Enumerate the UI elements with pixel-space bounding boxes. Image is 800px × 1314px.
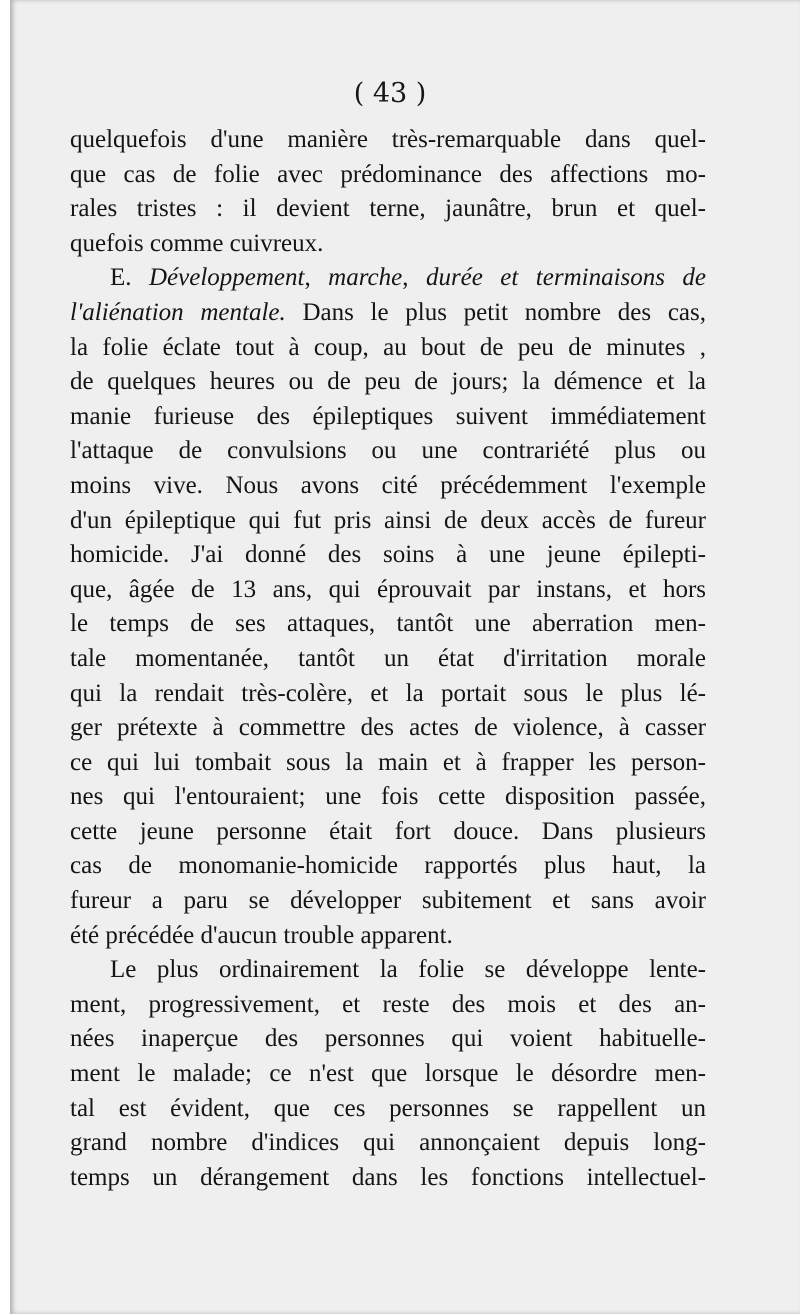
text-segment: d'un épileptique qui fut pris ainsi de deux accès de fureur: [70, 506, 706, 534]
text-segment: manie furieuse des épileptiques suivent immédiatement: [70, 402, 706, 430]
text-line: [70, 1161, 706, 1196]
text-segment: qui la rendait très-colère, et la portait sous le plus lé-: [70, 679, 706, 707]
text-line: [70, 296, 706, 331]
text-line: [70, 1092, 706, 1127]
text-segment: moins vive. Nous avons cité précédemment l'exemple: [70, 471, 706, 499]
text-line: [70, 469, 706, 504]
text-line: [70, 227, 706, 262]
text-segment: quefois comme cuivreux.: [70, 229, 324, 257]
text-segment: que cas de folie avec prédominance des affections mo-: [70, 160, 706, 188]
text-segment: Dans le plus petit nombre des cas,: [285, 298, 706, 326]
page-number: ( 43 ): [353, 78, 427, 109]
text-line: [70, 780, 706, 815]
text-segment: homicide. J'ai donné des soins à une jeune épilepti-: [70, 541, 706, 569]
text-segment: fureur a paru se développer subitement et sans avoir: [70, 887, 706, 915]
text-line: [70, 331, 706, 366]
italic-text-segment: durée et terminaisons de: [425, 264, 707, 292]
text-line: [70, 815, 706, 850]
text-segment: E.: [110, 264, 149, 292]
text-line: [70, 504, 706, 539]
text-segment: rales tristes : il devient terne, jaunâtre, brun et quel-: [70, 195, 706, 223]
text-segment: la folie éclate tout à coup, au bout de peu de minutes ,: [70, 333, 706, 361]
text-line: [70, 400, 706, 435]
text-line: [70, 642, 706, 677]
text-segment: temps un dérangement dans les fonctions intellectuel-: [70, 1163, 706, 1191]
text-segment: ment, progressivement, et reste des mois et des an-: [70, 990, 706, 1018]
italic-text-segment: marche: [328, 264, 403, 292]
text-line: [70, 365, 706, 400]
text-segment: tal est évident, que ces personnes se rappellent un: [70, 1094, 706, 1122]
text-segment: de quelques heures ou de peu de jours; la démence et la: [70, 368, 706, 396]
text-segment: ce qui lui tombait sous la main et à frapper les person-: [70, 748, 706, 776]
text-line: [70, 849, 706, 884]
text-line: [70, 953, 706, 988]
text-segment: nes qui l'entouraient; une fois cette disposition passée,: [70, 783, 706, 811]
text-segment: le temps de ses attaques, tantôt une aberration men-: [70, 610, 706, 638]
text-line: [70, 884, 706, 919]
text-segment: ger prétexte à commettre des actes de violence, à casser: [70, 714, 706, 742]
text-segment: cette jeune personne était fort douce. Dans plusieurs: [70, 817, 706, 845]
text-segment: ,: [304, 264, 329, 292]
text-line: [70, 677, 706, 712]
text-line: [70, 988, 706, 1023]
italic-text-segment: l'aliénation mentale.: [70, 298, 286, 326]
text-segment: ,: [402, 264, 426, 292]
text-line: [70, 158, 706, 193]
text-line: [70, 538, 706, 573]
text-line: [70, 261, 706, 296]
text-segment: été précédée d'aucun trouble apparent.: [70, 921, 453, 949]
text-line: [70, 1057, 706, 1092]
text-segment: tale momentanée, tantôt un état d'irritation morale: [70, 644, 706, 672]
text-line: [70, 746, 706, 781]
body-text: [70, 123, 706, 1195]
text-line: [70, 434, 706, 469]
text-line: [70, 919, 706, 954]
text-segment: quelquefois d'une manière très-remarquable dans quel-: [70, 126, 706, 153]
text-line: [70, 1022, 706, 1057]
text-segment: nées inaperçue des personnes qui voient habituelle-: [70, 1025, 706, 1053]
text-line: [70, 607, 706, 642]
text-line: [70, 123, 706, 158]
text-line: [70, 573, 706, 608]
text-segment: l'attaque de convulsions ou une contrariété plus ou: [70, 437, 706, 465]
text-segment: grand nombre d'indices qui annonçaient depuis long-: [70, 1129, 706, 1157]
italic-text-segment: Développement: [148, 264, 305, 292]
text-segment: cas de monomanie-homicide rapportés plus haut, la: [70, 852, 706, 880]
text-segment: ment le malade; ce n'est que lorsque le désordre men-: [70, 1060, 706, 1088]
text-line: [70, 1126, 706, 1161]
text-segment: Le plus ordinairement la folie se développe lente-: [110, 956, 706, 984]
book-page: [10, 0, 800, 1314]
text-line: [70, 192, 706, 227]
text-line: [70, 711, 706, 746]
text-segment: que, âgée de 13 ans, qui éprouvait par instans, et hors: [70, 575, 706, 603]
